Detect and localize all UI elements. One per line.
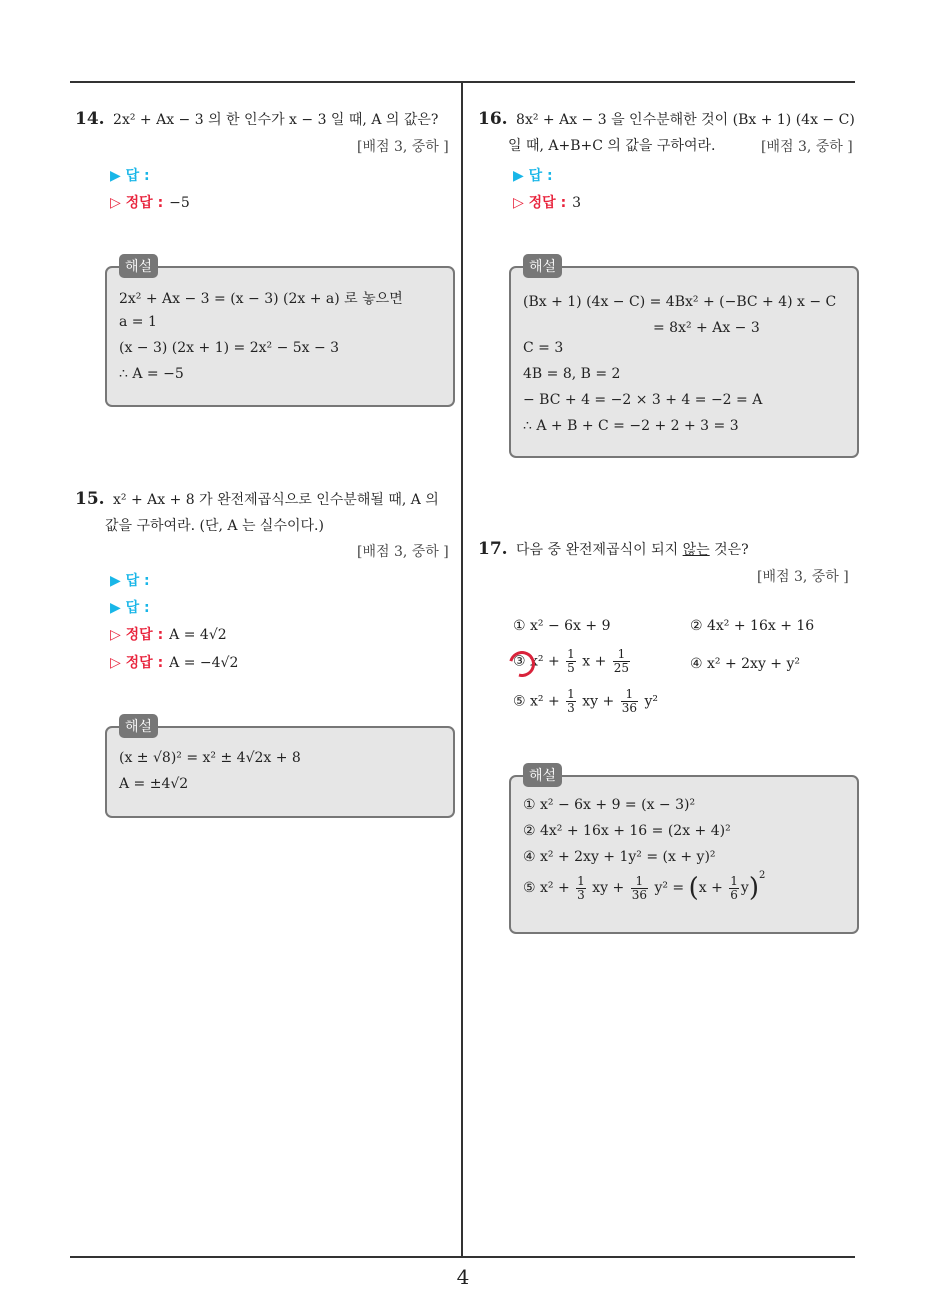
q14-correct (110, 192, 190, 212)
page-number: 4 (456, 1265, 470, 1289)
q14-explain-line-1: 2x² + Ax − 3 = (x − 3) (2x + a) 로 놓으면 (119, 291, 403, 307)
q17-exp5-frac-1 (576, 875, 586, 902)
q16-explain-line-4: 4B = 8, B = 2 (523, 366, 621, 382)
q17-exp5-frac-2 (631, 875, 648, 902)
q16-explain-line-3: C = 3 (523, 340, 564, 356)
q17-exp5-frac-3-den: 6 (730, 887, 738, 902)
q16-answer-field[interactable] (513, 165, 553, 185)
q16-answer-label: ▶ 답 : (513, 168, 553, 184)
q17-option-5-frac-1-num: 1 (567, 687, 575, 701)
q14-meta: [배점 3, 중하 ] (357, 139, 449, 155)
q17-explain-line-2: ② 4x² + 16x + 16 = (2x + 4)² (523, 823, 731, 839)
q17-explanation-box (509, 768, 859, 934)
q17-exp5-a: ⑤ x² + (523, 880, 570, 896)
q17-option-5-frac-2-num: 1 (621, 688, 638, 702)
q17-question (478, 536, 749, 563)
q15-meta: [배점 3, 중하 ] (357, 544, 449, 560)
q17-explanation-tag: 해설 (523, 763, 562, 787)
q15-correct-2 (110, 652, 238, 672)
q17-option-4[interactable]: ④ x² + 2xy + y² (690, 656, 801, 672)
q16-explain-line-1: (Bx + 1) (4x − C) = 4Bx² + (−BC + 4) x − C (523, 294, 837, 310)
q15-answer-field-2[interactable] (110, 597, 150, 617)
q14-explain-line-2: a = 1 (119, 314, 157, 330)
q14-explanation-box (105, 259, 455, 407)
q15-correct-value-1: A = 4√2 (169, 627, 227, 643)
q14-text: 2x² + Ax − 3 의 한 인수가 x − 3 일 때, A 의 값은? (113, 112, 439, 128)
q14-explain-line-4: ∴ A = −5 (119, 366, 184, 382)
q17-exp5-d: x + (698, 880, 723, 896)
q17-explain-line-3: ④ x² + 2xy + 1y² = (x + y)² (523, 849, 716, 865)
q15-correct-label-2: ▷ 정답 : (110, 655, 164, 671)
q17-exp5-paren-close: ) (748, 873, 759, 903)
q17-exp5-frac-3 (729, 875, 739, 902)
q17-option-2[interactable]: ② 4x² + 16x + 16 (690, 618, 815, 634)
q16-text-1: 8x² + Ax − 3 을 인수분해한 것이 (Bx + 1) (4x − C) (516, 112, 855, 128)
q16-correct (513, 192, 581, 212)
q17-option-3-b: x + (582, 653, 607, 670)
q17-option-1[interactable]: ① x² − 6x + 9 (513, 618, 611, 634)
q14-number: 14. (75, 109, 105, 129)
q17-option-3-a: x² + (530, 653, 560, 670)
q17-text-after: 것은? (709, 542, 749, 558)
q17-option-3-frac-2-den: 25 (613, 661, 630, 675)
q14-question (75, 106, 438, 133)
q16-explain-line-6: ∴ A + B + C = −2 + 2 + 3 = 3 (523, 418, 739, 434)
q17-option-3-frac-1 (566, 648, 576, 675)
q15-correct-1 (110, 624, 227, 644)
q17-option-3-mark: ③ (513, 653, 526, 670)
q17-exp5-frac-3-num: 1 (730, 873, 738, 888)
q17-exp5-b: xy + (592, 880, 625, 896)
q17-exp5-e: y (740, 880, 749, 896)
q16-number: 16. (478, 109, 508, 129)
q16-question (478, 106, 855, 133)
q15-explain-line-1: (x ± √8)² = x² ± 4√2x + 8 (119, 750, 301, 766)
q17-option-3-frac-1-den: 5 (567, 661, 575, 675)
q17-option-5-frac-2 (621, 688, 638, 715)
q14-correct-value: −5 (169, 195, 190, 211)
q17-exp5-frac-2-den: 36 (631, 887, 647, 902)
q15-question (75, 486, 439, 513)
q17-option-5-b: xy + (582, 693, 615, 710)
q17-option-5-c: y² (644, 693, 658, 710)
q16-explain-line-2: = 8x² + Ax − 3 (653, 320, 760, 336)
q17-option-5-a: x² + (530, 693, 560, 710)
q17-option-3-frac-2-num: 1 (613, 648, 630, 662)
q17-option-5[interactable] (513, 688, 658, 715)
q16-question-cont: 일 때, A+B+C 의 값을 구하여라. (508, 138, 716, 154)
q17-option-5-frac-2-den: 36 (621, 701, 637, 715)
column-divider (461, 83, 463, 1258)
q15-text-1: x² + Ax + 8 가 완전제곱식으로 인수분해될 때, A 의 (113, 492, 439, 508)
q16-explain-line-5: − BC + 4 = −2 × 3 + 4 = −2 = A (523, 392, 763, 408)
q17-exp5-frac-1-den: 3 (577, 887, 585, 902)
q17-option-5-frac-1-den: 3 (567, 701, 575, 715)
q15-correct-label-1: ▷ 정답 : (110, 627, 164, 643)
q15-correct-value-2: A = −4√2 (169, 655, 239, 671)
q17-option-3-frac-1-num: 1 (567, 647, 575, 661)
q17-option-3-frac-2 (613, 648, 630, 675)
q16-correct-label: ▷ 정답 : (513, 195, 567, 211)
q15-answer-field-1[interactable] (110, 570, 150, 590)
q17-explain-line-1: ① x² − 6x + 9 = (x − 3)² (523, 797, 696, 813)
q17-number: 17. (478, 539, 508, 559)
q15-question-cont: 값을 구하여라. (단, A 는 실수이다.) (105, 518, 324, 534)
q14-explain-line-3: (x − 3) (2x + 1) = 2x² − 5x − 3 (119, 340, 340, 356)
q17-explain-line-5 (523, 870, 766, 903)
q14-answer-field[interactable] (110, 165, 150, 185)
q17-exp5-square: 2 (759, 870, 766, 882)
q15-number: 15. (75, 489, 105, 509)
q15-explanation-box (105, 719, 455, 818)
q17-option-5-mark: ⑤ (513, 693, 526, 710)
bottom-rule (70, 1256, 855, 1258)
q16-correct-value: 3 (572, 195, 582, 211)
q14-correct-label: ▷ 정답 : (110, 195, 164, 211)
q16-explanation-box (509, 259, 859, 458)
q17-exp5-frac-2-num: 1 (631, 875, 648, 889)
q15-explanation-tag: 해설 (119, 714, 158, 738)
q17-exp5-paren-open: ( (688, 873, 699, 903)
q16-explanation-tag: 해설 (523, 254, 562, 278)
q16-meta: [배점 3, 중하 ] (761, 139, 853, 155)
q15-answer-label-2: ▶ 답 : (110, 600, 150, 616)
q17-exp5-frac-1-num: 1 (577, 873, 585, 888)
q17-text-before: 다음 중 완전제곱식이 되지 (516, 542, 683, 558)
q14-explanation-tag: 해설 (119, 254, 158, 278)
q17-exp5-c: y² = (654, 880, 689, 896)
q15-answer-label-1: ▶ 답 : (110, 573, 150, 589)
q17-meta: [배점 3, 중하 ] (757, 569, 849, 585)
q17-option-5-frac-1 (566, 688, 576, 715)
q17-text-underlined: 않는 (682, 542, 710, 558)
q15-explain-line-2: A = ±4√2 (119, 776, 189, 792)
q14-answer-label: ▶ 답 : (110, 168, 150, 184)
